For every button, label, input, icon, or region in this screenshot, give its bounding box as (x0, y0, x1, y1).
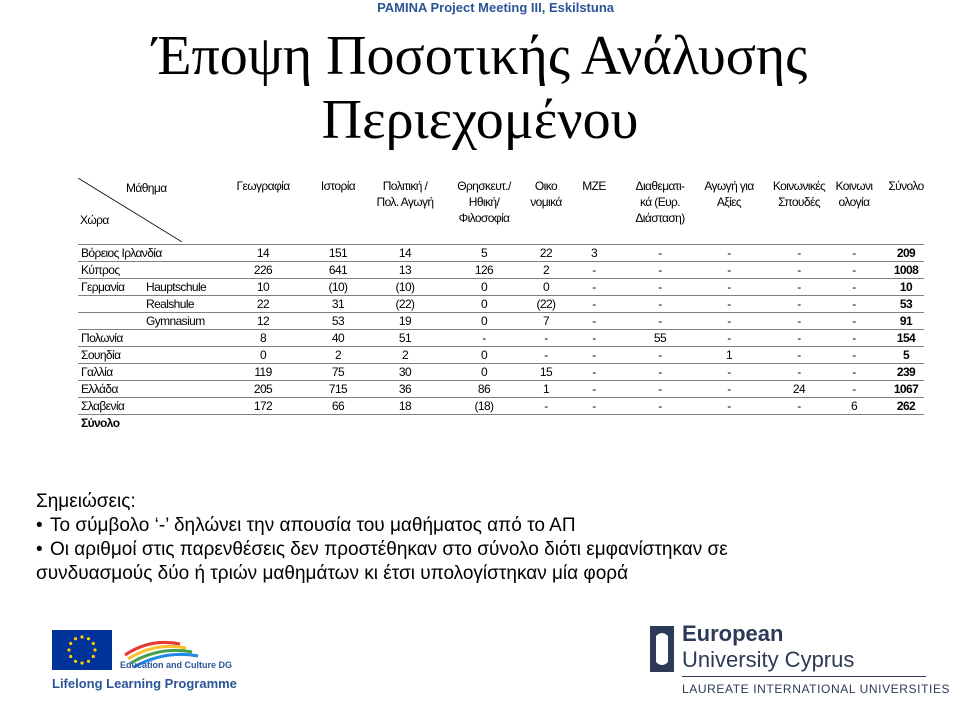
corner-country-label: Χώρα (80, 213, 109, 227)
table-cell: - (852, 348, 856, 362)
row-country-label: Σύνολο (81, 416, 120, 430)
table-row (78, 346, 924, 364)
llp-text: Lifelong Learning Programme (52, 676, 237, 691)
table-row (78, 261, 924, 279)
table-cell: - (592, 348, 596, 362)
edu-culture-text: Education and Culture DG (120, 660, 233, 670)
table-row (78, 380, 924, 398)
note-3 (36, 562, 728, 586)
eu-flag-logo (52, 630, 112, 670)
table-cell: 5 (902, 348, 910, 362)
note-1-text: Το σύμβολο ‘-’ δηλώνει την απουσία του μαθήματος από το ΑΠ (50, 515, 576, 536)
table-cell: - (544, 399, 548, 413)
table-cell: - (592, 297, 596, 311)
slide-title (0, 24, 960, 152)
table-cell: - (592, 365, 596, 379)
table-cell: 1 (542, 382, 550, 396)
table-cell: - (727, 399, 731, 413)
table-cell: - (727, 365, 731, 379)
table-cell: 119 (254, 365, 272, 379)
table-cell: 154 (896, 331, 916, 345)
table-cell: - (852, 246, 856, 260)
notes (36, 490, 728, 586)
table-cell: (22) (395, 297, 415, 311)
table-cell: - (797, 297, 801, 311)
column-header: Αγωγή για Αξίες (704, 179, 754, 209)
table-row (78, 363, 924, 381)
table-cell: 14 (256, 246, 270, 260)
table-cell: 0 (480, 348, 488, 362)
bullet-icon: • (36, 515, 43, 536)
table-cell: 641 (328, 263, 348, 277)
table-cell: - (797, 280, 801, 294)
title-line-1: Έποψη Ποσοτικής Ανάλυσης (152, 25, 808, 87)
table-cell: 22 (539, 246, 553, 260)
corner-subject-label: Μάθημα (126, 181, 167, 195)
table-cell: - (544, 348, 548, 362)
table-cell: - (797, 331, 801, 345)
euc-divider (682, 676, 926, 677)
table-cell: - (797, 263, 801, 277)
row-country-label: Γαλλία (81, 365, 113, 379)
table-cell: 6 (850, 399, 858, 413)
table-row (78, 414, 924, 432)
title-line-2: Περιεχομένου (321, 89, 639, 151)
table-cell: 55 (653, 331, 667, 345)
table-cell: 2 (334, 348, 342, 362)
table-cell: - (852, 331, 856, 345)
table-cell: 5 (480, 246, 488, 260)
row-country-label: Πολωνία (81, 331, 123, 345)
table-cell: - (797, 365, 801, 379)
table-cell: 66 (331, 399, 345, 413)
table-cell: - (658, 314, 662, 328)
table-row (78, 244, 924, 262)
table-cell: - (658, 348, 662, 362)
table-cell: - (797, 399, 801, 413)
table-cell: 0 (542, 280, 550, 294)
table-cell: - (852, 280, 856, 294)
table-cell: 0 (480, 297, 488, 311)
euc-name-line2: University Cyprus (682, 647, 855, 672)
table-cell: 172 (253, 399, 273, 413)
table-cell: 0 (480, 314, 488, 328)
table-row (78, 295, 924, 313)
table-cell: 715 (328, 382, 348, 396)
table-cell: 86 (477, 382, 491, 396)
table-cell: - (658, 246, 662, 260)
table-cell: - (852, 263, 856, 277)
table-cell: - (658, 297, 662, 311)
table-cell: - (727, 331, 731, 345)
table-cell: 3 (590, 246, 598, 260)
row-country-label: Σουηδία (81, 348, 121, 362)
table-cell: - (658, 263, 662, 277)
table-cell: - (852, 382, 856, 396)
footer (0, 614, 960, 701)
table-cell: 51 (398, 331, 412, 345)
bullet-icon: • (36, 539, 43, 560)
table-cell: - (797, 348, 801, 362)
table-header (78, 178, 924, 244)
table-cell: - (727, 297, 731, 311)
table-cell: 13 (398, 263, 412, 277)
table-cell: 24 (792, 382, 806, 396)
table-cell: 0 (480, 280, 488, 294)
table-cell: 53 (899, 297, 913, 311)
euc-name-line1: European (682, 621, 784, 646)
row-school-label: Gymnasium (146, 314, 205, 328)
table-cell: 2 (542, 263, 550, 277)
table-cell: (22) (536, 297, 556, 311)
column-header: Θρησκευτ./ Ηθική/ Φιλοσοφία (457, 179, 511, 225)
note-2 (36, 538, 728, 562)
table-cell: - (658, 399, 662, 413)
table-cell: - (727, 246, 731, 260)
table-cell: - (592, 399, 596, 413)
table-cell: 239 (896, 365, 916, 379)
table-cell: 226 (253, 263, 273, 277)
table-cell: 205 (253, 382, 273, 396)
table-cell: 40 (331, 331, 345, 345)
table-cell: 14 (398, 246, 412, 260)
euc-logo-block (650, 620, 950, 700)
table-cell: 10 (256, 280, 270, 294)
column-header: Κοινωνικές Σπουδές (772, 179, 826, 209)
table-row (78, 278, 924, 296)
row-school-label: Realshule (146, 297, 194, 311)
row-school-label: Hauptschule (146, 280, 207, 294)
euc-emblem-icon (650, 626, 674, 672)
note-3-text: συνδυασμούς δύο ή τριών μαθημάτων κι έτσι υπολογίστηκαν μία φορά (36, 563, 629, 584)
table-cell: 0 (480, 365, 488, 379)
table-cell: 1 (725, 348, 733, 362)
table-cell: - (727, 263, 731, 277)
table-cell: 12 (256, 314, 270, 328)
table-cell: 15 (539, 365, 553, 379)
table-cell: - (852, 297, 856, 311)
table-cell: 10 (899, 280, 913, 294)
column-header: Διαθεματι- κά (Ευρ. Διάσταση) (635, 179, 685, 225)
table-row (78, 329, 924, 347)
table-cell: 262 (896, 399, 916, 413)
table-cell: - (592, 314, 596, 328)
meeting-header: PAMINA Project Meeting III, Eskilstuna (377, 0, 614, 15)
table-cell: 36 (398, 382, 412, 396)
table-cell: 151 (328, 246, 348, 260)
table-cell: - (592, 331, 596, 345)
table-cell: - (658, 365, 662, 379)
column-header: Κοινωνι ολογία (835, 179, 873, 209)
table-cell: - (482, 331, 486, 345)
table-cell: - (658, 280, 662, 294)
row-country-label: Ελλάδα (81, 382, 118, 396)
table-cell: 8 (259, 331, 267, 345)
row-country-label: Βόρειος Ιρλανδία (81, 246, 162, 260)
note-1 (36, 514, 728, 538)
note-2-text: Οι αριθμοί στις παρενθέσεις δεν προστέθηκαν στο σύνολο διότι εμφανίστηκαν σε (50, 539, 728, 560)
column-header: Ιστορία (320, 179, 356, 193)
table-cell: 1067 (893, 382, 919, 396)
table-cell: - (797, 246, 801, 260)
column-header: Γεωγραφία (236, 179, 290, 193)
table-cell: 31 (331, 297, 345, 311)
row-country-label: Κύπρος (81, 263, 120, 277)
table-cell: - (727, 382, 731, 396)
column-header: Πολιτική / Πολ. Αγωγή (376, 179, 434, 209)
table-cell: - (852, 365, 856, 379)
column-header: Σύνολο (888, 179, 924, 193)
notes-heading: Σημειώσεις: (36, 491, 136, 512)
table-cell: - (592, 382, 596, 396)
table-cell: 22 (256, 297, 270, 311)
table-cell: 2 (401, 348, 409, 362)
table-cell: 53 (331, 314, 345, 328)
euc-tagline: LAUREATE INTERNATIONAL UNIVERSITIES (682, 682, 951, 696)
table-cell: - (592, 280, 596, 294)
table-cell: 0 (259, 348, 267, 362)
table-cell: 1008 (893, 263, 919, 277)
column-header: ΜΖΕ (582, 179, 606, 193)
table-cell: 75 (331, 365, 345, 379)
table-cell: - (544, 331, 548, 345)
table-cell: 91 (899, 314, 913, 328)
table-cell: - (727, 314, 731, 328)
table-row (78, 397, 924, 415)
header-bar (0, 0, 960, 16)
table-cell: 18 (398, 399, 412, 413)
table-cell: (10) (328, 280, 348, 294)
table-row (78, 312, 924, 330)
table-cell: - (727, 280, 731, 294)
table-cell: - (658, 382, 662, 396)
table-cell: (10) (395, 280, 415, 294)
table-cell: 126 (474, 263, 494, 277)
table-cell: 30 (398, 365, 412, 379)
row-country-label: Σλαβενία (81, 399, 125, 413)
table-cell: - (797, 314, 801, 328)
table-cell: - (852, 314, 856, 328)
table-cell: 19 (398, 314, 412, 328)
table-cell: (18) (474, 399, 494, 413)
column-header: Οικο νομικά (530, 179, 562, 209)
table-cell: 209 (896, 246, 916, 260)
table-cell: - (592, 263, 596, 277)
table-cell: 7 (542, 314, 550, 328)
row-country-label: Γερμανία (81, 280, 125, 294)
